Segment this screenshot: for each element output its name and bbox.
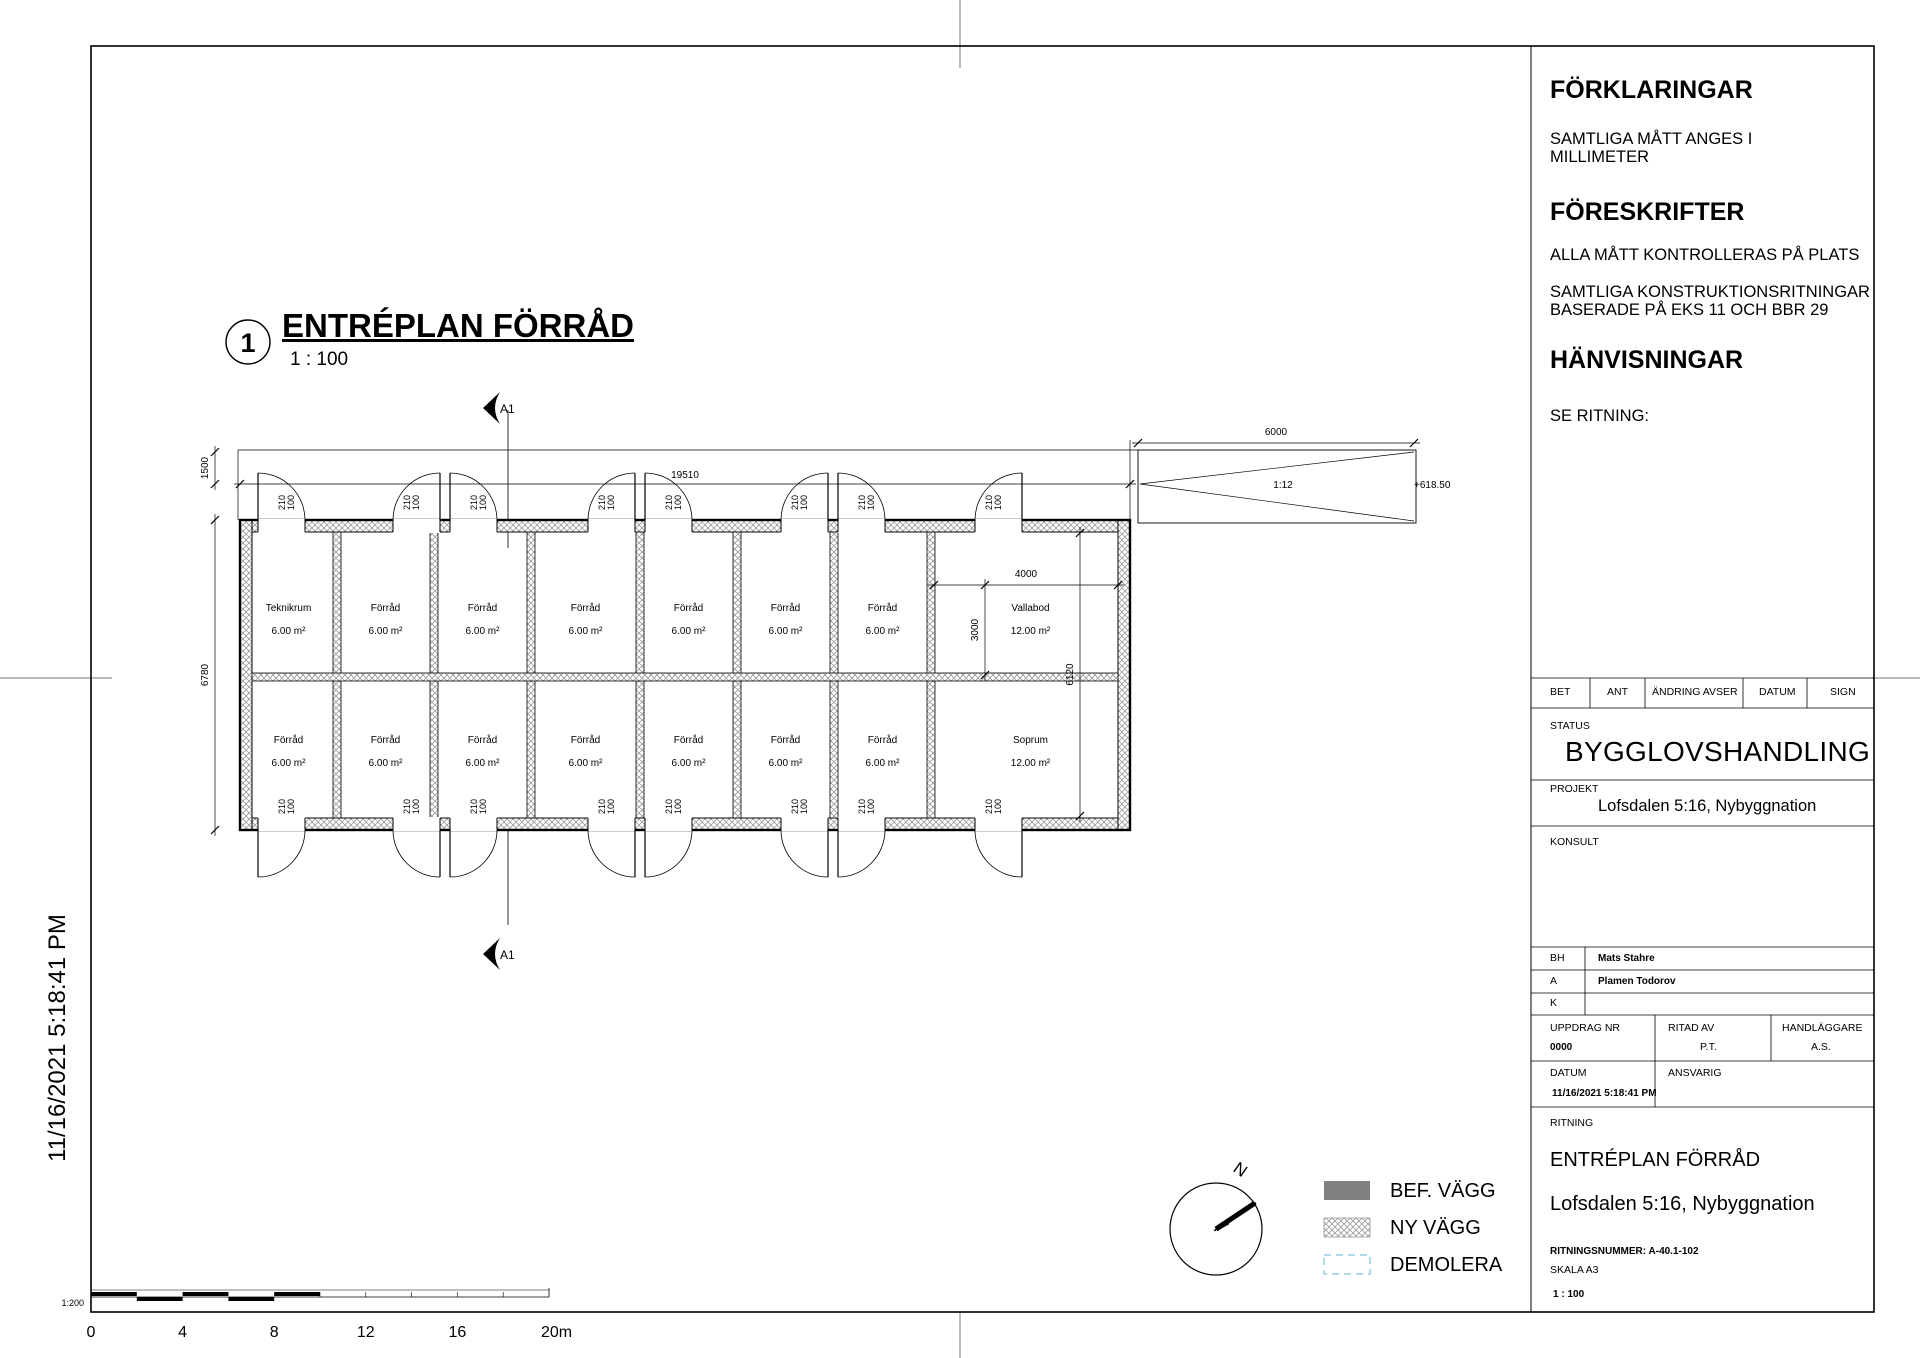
a-value: Plamen Todorov	[1598, 976, 1676, 987]
room-area-bottom-4: 6.00 m²	[671, 758, 706, 769]
door-tag-width: 100	[866, 798, 876, 814]
a-label: A	[1550, 975, 1558, 987]
section-label-bottom: A1	[500, 948, 515, 962]
room-area-bottom-1: 6.00 m²	[368, 758, 403, 769]
door-opening	[588, 817, 635, 831]
door-swing	[975, 830, 1022, 877]
door-swing	[645, 830, 692, 877]
door-tag-height: 210	[984, 798, 994, 814]
door-opening	[781, 817, 828, 831]
door-tag-width: 100	[411, 798, 421, 814]
door-opening	[258, 817, 305, 831]
room-area-top-0: 6.00 m²	[271, 626, 306, 637]
room-name-top-6: Förråd	[867, 603, 898, 614]
room-name-bottom-1: Förråd	[370, 735, 401, 746]
legend-swatch-demolish	[1324, 1255, 1370, 1274]
door-tag	[790, 495, 809, 510]
door-opening	[838, 519, 885, 533]
door-opening	[645, 519, 692, 533]
ritad-value: P.T.	[1700, 1041, 1717, 1053]
door-tag-height: 210	[402, 494, 412, 510]
ramp-slope: 1:12	[1273, 480, 1293, 491]
floor-plan	[200, 427, 1451, 877]
door-tag-height: 210	[664, 494, 674, 510]
room-name-bottom-2: Förråd	[467, 735, 498, 746]
room-name-bottom-4: Förråd	[673, 735, 704, 746]
door-tag-width: 100	[799, 798, 809, 814]
door-tag	[597, 799, 616, 814]
notes-text-1a: SAMTLIGA MÅTT ANGES I	[1550, 130, 1753, 148]
dim-text: 19510	[671, 470, 699, 481]
north-arrow	[1170, 1158, 1262, 1275]
revision-header-andring: ÄNDRING AVSER	[1652, 686, 1738, 698]
door-opening	[781, 519, 828, 533]
door-tag	[469, 495, 488, 510]
legend-swatch-new	[1324, 1218, 1370, 1237]
datum-value: 11/16/2021 5:18:41 PM	[1552, 1088, 1657, 1099]
door-tag	[790, 799, 809, 814]
room-name-bottom-0: Förråd	[273, 735, 304, 746]
door-opening	[450, 817, 497, 831]
section-mark-bottom	[483, 938, 515, 970]
view-number-bubble	[226, 320, 270, 364]
door-tag-height: 210	[790, 798, 800, 814]
view-number: 1	[240, 328, 256, 358]
door-tag-height: 210	[984, 494, 994, 510]
ritad-label: RITAD AV	[1668, 1022, 1715, 1034]
room-area-bottom-2: 6.00 m²	[465, 758, 500, 769]
middle-wall	[252, 673, 1118, 681]
notes-text-3b: BASERADE PÅ EKS 11 OCH BBR 29	[1550, 301, 1829, 319]
room-area-bottom-7: 12.00 m²	[1010, 758, 1051, 769]
door-tag	[984, 799, 1003, 814]
door-opening	[645, 817, 692, 831]
ritning-title: ENTRÉPLAN FÖRRÅD	[1550, 1149, 1761, 1171]
ritning-label: RITNING	[1550, 1117, 1594, 1129]
revision-header-sign: SIGN	[1830, 686, 1856, 698]
uppdrag-value: 0000	[1550, 1042, 1573, 1053]
room-area-bottom-3: 6.00 m²	[568, 758, 603, 769]
konsult-label: KONSULT	[1550, 836, 1599, 848]
door-tag-height: 210	[664, 798, 674, 814]
dim-text: 6000	[1264, 427, 1288, 438]
legend-new-label: NY VÄGG	[1390, 1217, 1481, 1239]
room-name-top-4: Förråd	[673, 603, 704, 614]
room-name-bottom-7: Soprum	[1012, 735, 1049, 746]
door-opening	[258, 519, 305, 533]
room-area-top-5: 6.00 m²	[768, 626, 803, 637]
view-scale: 1 : 100	[290, 349, 349, 370]
notes-heading-foreskrifter: FÖRESKRIFTER	[1550, 198, 1745, 226]
door-tag-height: 210	[469, 798, 479, 814]
door-swing	[393, 830, 440, 877]
door-tag-width: 100	[478, 798, 488, 814]
door-tag-height: 210	[597, 798, 607, 814]
scale-bar-label-5: 20m	[541, 1324, 573, 1341]
wall-right	[1118, 520, 1130, 830]
ritning-project: Lofsdalen 5:16, Nybyggnation	[1550, 1193, 1815, 1215]
room-name-top-2: Förråd	[467, 603, 498, 614]
room-area-top-1: 6.00 m²	[368, 626, 403, 637]
scale-bar-segment	[274, 1292, 320, 1296]
projekt-value: Lofsdalen 5:16, Nybyggnation	[1598, 797, 1817, 815]
room-name-top-1: Förråd	[370, 603, 401, 614]
door-tag-width: 100	[606, 494, 616, 510]
scale-bar-label-3: 12	[356, 1324, 375, 1341]
door-tag	[857, 799, 876, 814]
dim-text: 3000	[970, 618, 981, 642]
legend	[1324, 1181, 1370, 1274]
room-name-bottom-6: Förråd	[867, 735, 898, 746]
door-tag-width: 100	[993, 494, 1003, 510]
door-tag-width: 100	[286, 798, 296, 814]
door-swing	[450, 830, 497, 877]
section-label-top: A1	[500, 402, 515, 416]
door-tag-width: 100	[606, 798, 616, 814]
door-tag-height: 210	[402, 798, 412, 814]
notes-text-1b: MILLIMETER	[1550, 148, 1650, 166]
door-tag-height: 210	[790, 494, 800, 510]
dim-text: 4000	[1014, 569, 1038, 580]
skala-label: SKALA A3	[1550, 1264, 1599, 1276]
datum-label: DATUM	[1550, 1067, 1587, 1079]
view-title: ENTRÉPLAN FÖRRÅD	[282, 307, 634, 344]
room-name-top-7: Vallabod	[1011, 603, 1050, 614]
door-swing	[588, 830, 635, 877]
scale-bar-label-0: 0	[86, 1324, 96, 1341]
projekt-label: PROJEKT	[1550, 783, 1599, 795]
date-stamp: 11/16/2021 5:18:41 PM	[44, 914, 71, 1162]
room-area-top-2: 6.00 m²	[465, 626, 500, 637]
door-swing	[258, 830, 305, 877]
ansvarig-label: ANSVARIG	[1668, 1067, 1722, 1079]
uppdrag-label: UPPDRAG NR	[1550, 1022, 1621, 1034]
scale-bar-segment	[137, 1297, 183, 1301]
door-tag-width: 100	[673, 798, 683, 814]
door-tag	[277, 495, 296, 510]
door-tag-width: 100	[478, 494, 488, 510]
notes-text-3a: SAMTLIGA KONSTRUKTIONSRITNINGAR	[1550, 283, 1870, 301]
legend-swatch-existing	[1324, 1181, 1370, 1200]
door-opening	[450, 519, 497, 533]
door-swing	[838, 830, 885, 877]
status-label: STATUS	[1550, 720, 1590, 732]
door-tag-height: 210	[597, 494, 607, 510]
revision-header-ant: ANT	[1607, 686, 1628, 698]
door-opening	[975, 519, 1022, 533]
door-tag-height: 210	[277, 494, 287, 510]
dim-text: 1500	[200, 456, 211, 480]
door-tag-width: 100	[411, 494, 421, 510]
revision-header-bet: BET	[1550, 686, 1571, 698]
status-value: BYGGLOVSHANDLING	[1565, 736, 1871, 767]
handlaggare-value: A.S.	[1811, 1041, 1831, 1053]
scale-bar-segment	[91, 1292, 137, 1296]
door-tag	[277, 799, 296, 814]
room-area-top-6: 6.00 m²	[865, 626, 900, 637]
door-tag-width: 100	[286, 494, 296, 510]
room-area-top-4: 6.00 m²	[671, 626, 706, 637]
room-name-bottom-5: Förråd	[770, 735, 801, 746]
door-tag-height: 210	[857, 494, 867, 510]
door-tag	[402, 799, 421, 814]
door-opening	[838, 817, 885, 831]
scale-bar-segment	[228, 1297, 274, 1301]
scale-bar-label-4: 16	[448, 1324, 467, 1341]
door-tag-width: 100	[799, 494, 809, 510]
door-opening	[393, 817, 440, 831]
room-area-bottom-0: 6.00 m²	[271, 758, 306, 769]
scale-bar-segment	[183, 1292, 229, 1296]
notes-text-2: ALLA MÅTT KONTROLLERAS PÅ PLATS	[1550, 246, 1860, 264]
room-name-top-0: Teknikrum	[265, 603, 312, 614]
room-name-bottom-3: Förråd	[570, 735, 601, 746]
bh-label: BH	[1550, 952, 1565, 964]
door-tag	[402, 495, 421, 510]
scale-bar-label-2: 8	[269, 1324, 279, 1341]
wall-left	[240, 520, 252, 830]
legend-demolish-label: DEMOLERA	[1390, 1254, 1503, 1276]
door-swing	[781, 830, 828, 877]
door-tag	[664, 799, 683, 814]
k-label: K	[1550, 997, 1558, 1009]
ritningsnummer: RITNINGSNUMMER: A-40.1-102	[1550, 1246, 1699, 1257]
room-area-bottom-5: 6.00 m²	[768, 758, 803, 769]
door-tag	[664, 495, 683, 510]
room-area-bottom-6: 6.00 m²	[865, 758, 900, 769]
dim-text: 6120	[1065, 663, 1076, 686]
handlaggare-label: HANDLÄGGARE	[1782, 1022, 1863, 1034]
room-name-top-3: Förråd	[570, 603, 601, 614]
scale-bar-ratio: 1:200	[61, 1298, 84, 1308]
door-opening	[975, 817, 1022, 831]
door-opening	[393, 519, 440, 533]
notes-text-4: SE RITNING:	[1550, 407, 1650, 425]
revision-header-datum: DATUM	[1759, 686, 1796, 698]
door-tag-height: 210	[857, 798, 867, 814]
section-mark-top	[483, 392, 515, 424]
door-opening	[588, 519, 635, 533]
bh-value: Mats Stahre	[1598, 953, 1655, 964]
ramp-level: +618.50	[1414, 480, 1451, 491]
dim-text: 6780	[200, 663, 211, 687]
door-tag-height: 210	[469, 494, 479, 510]
scale-bar	[61, 1288, 572, 1341]
door-tag	[469, 799, 488, 814]
room-area-top-7: 12.00 m²	[1010, 626, 1051, 637]
room-area-top-3: 6.00 m²	[568, 626, 603, 637]
north-label: N	[1229, 1158, 1251, 1181]
door-tag-width: 100	[673, 494, 683, 510]
door-tag-height: 210	[277, 798, 287, 814]
door-tag	[984, 495, 1003, 510]
door-tag-width: 100	[993, 798, 1003, 814]
scale-bar-label-1: 4	[178, 1324, 188, 1341]
door-tag	[857, 495, 876, 510]
room-name-top-5: Förråd	[770, 603, 801, 614]
door-tag	[597, 495, 616, 510]
door-tag-width: 100	[866, 494, 876, 510]
notes-heading-hanvisningar: HÄNVISNINGAR	[1550, 346, 1744, 374]
notes-heading-forklaringar: FÖRKLARINGAR	[1550, 76, 1753, 104]
skala-value: 1 : 100	[1553, 1289, 1585, 1300]
legend-existing-label: BEF. VÄGG	[1390, 1180, 1496, 1202]
